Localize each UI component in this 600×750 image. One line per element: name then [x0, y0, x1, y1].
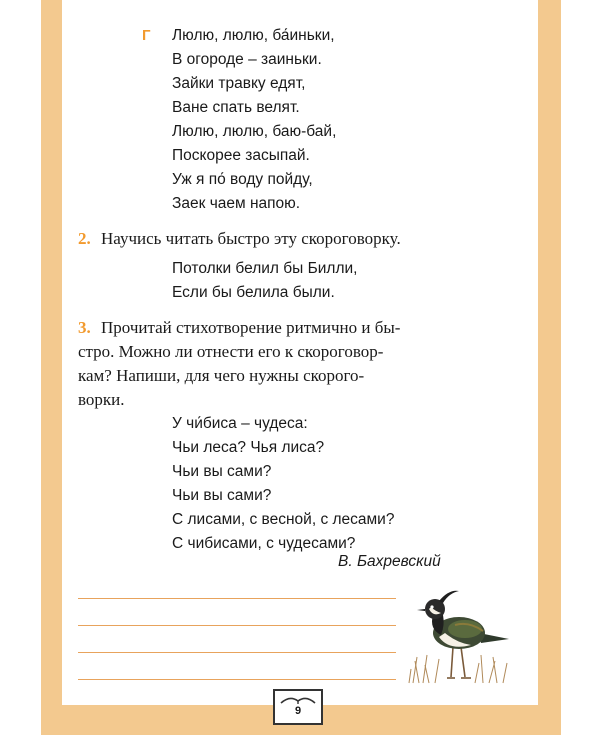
writing-line[interactable] — [78, 652, 396, 653]
tongue-twister-line: Потолки белил бы Билли, — [172, 260, 358, 277]
poem-line: С чибисами, с чудесами? — [172, 535, 356, 552]
task-text: Научись читать быстро эту скороговорку. — [101, 229, 401, 248]
lullaby-line: Зайки травку едят, — [172, 75, 306, 92]
writing-line[interactable] — [78, 598, 396, 599]
page-number: 9 — [294, 705, 302, 717]
poem-line: Чьи вы сами? — [172, 487, 272, 504]
task-number: 3. — [78, 318, 91, 337]
poem-line: С лисами, с весной, с лесами? — [172, 511, 395, 528]
poem-line: Чьи леса? Чья лиса? — [172, 439, 325, 456]
lullaby-line: Поскорее засыпай. — [172, 147, 310, 164]
lullaby-line: Люлю, люлю, ба́иньки, — [172, 27, 335, 44]
lullaby-line: В огороде – заиньки. — [172, 51, 322, 68]
lullaby-line: Люлю, люлю, баю-бай, — [172, 123, 337, 140]
task-number: 2. — [78, 229, 91, 248]
tongue-twister-line: Если бы белила были. — [172, 284, 335, 301]
grass-icon — [409, 655, 507, 683]
open-book-icon — [275, 691, 321, 705]
task-text-line: стро. Можно ли отнести его к скороговор- — [78, 342, 384, 361]
writing-line[interactable] — [78, 625, 396, 626]
task-text-line: кам? Напиши, для чего нужны скорого- — [78, 366, 365, 385]
lullaby-line: Ване спать велят. — [172, 99, 300, 116]
lapwing-bird-illustration — [405, 585, 515, 685]
section-letter: Г — [142, 27, 151, 44]
task-text-line: ворки. — [78, 390, 125, 409]
lullaby-line: Заек чаем напою. — [172, 195, 301, 212]
task-text-line: Прочитай стихотворение ритмично и бы- — [101, 318, 401, 337]
writing-line[interactable] — [78, 679, 396, 680]
lullaby-line: Уж я по́ воду пойду, — [172, 171, 313, 188]
poem-line: Чьи вы сами? — [172, 463, 272, 480]
poem-line: У чи́биса – чудеса: — [172, 415, 308, 432]
poem-author: В. Бахревский — [338, 553, 441, 570]
page-number-badge — [273, 689, 323, 725]
